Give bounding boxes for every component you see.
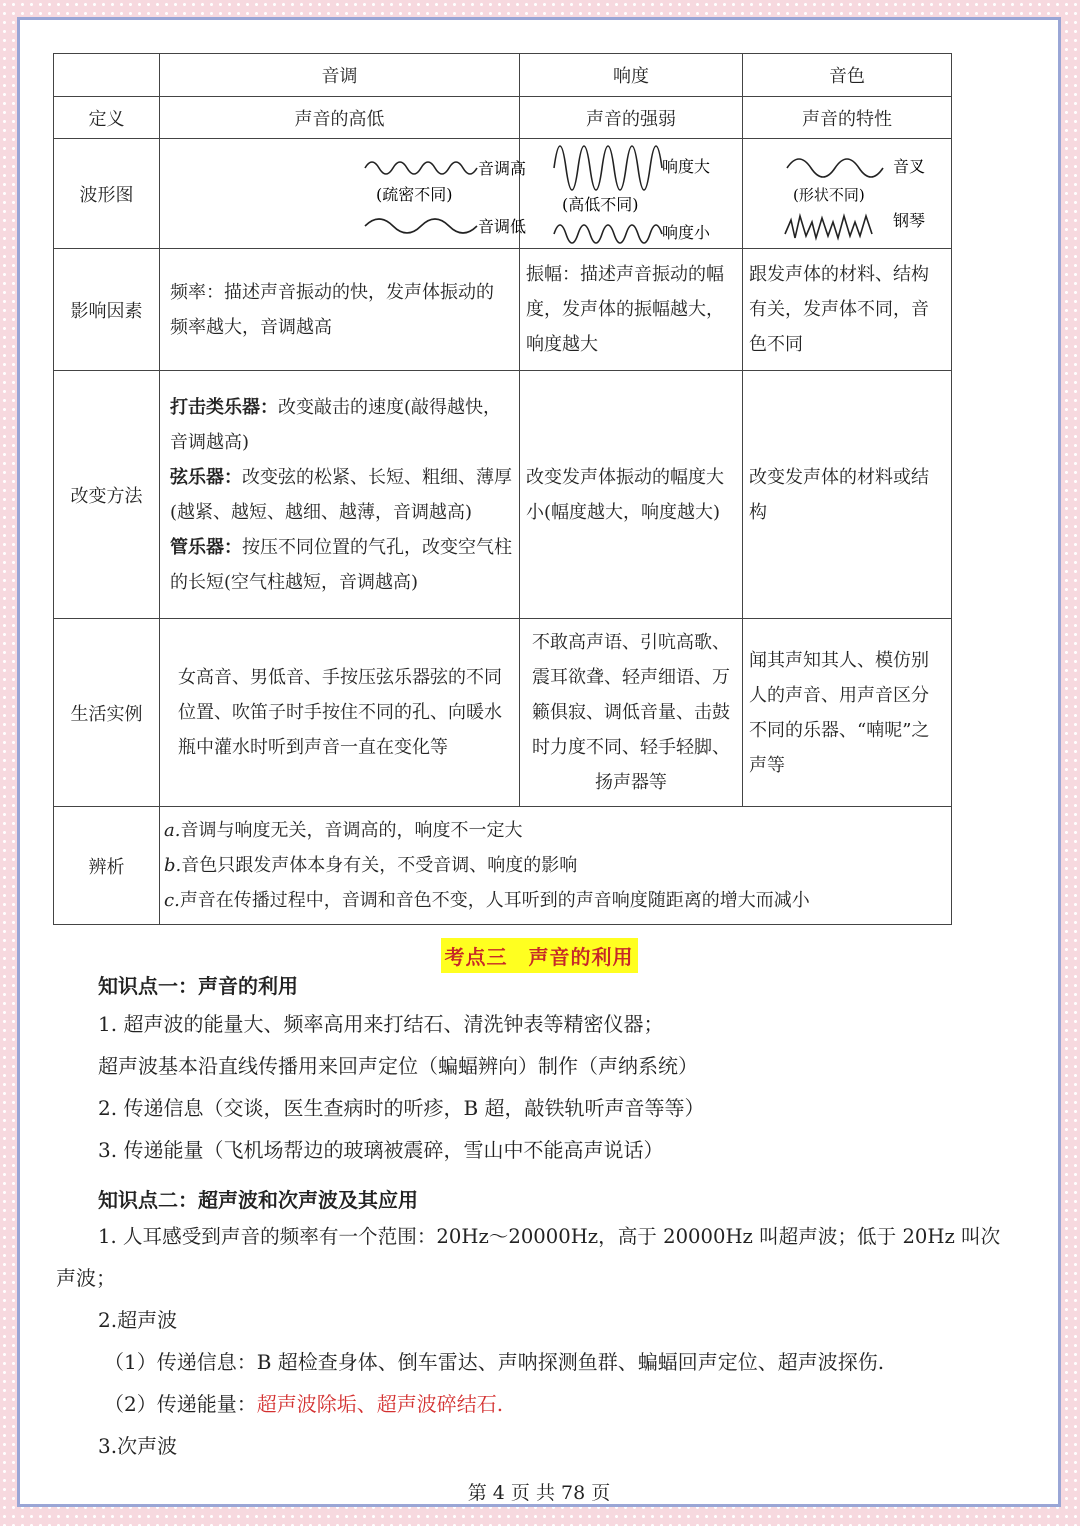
- kp1-line-1: 1. 超声波的能量大、频率高用来打结石、清洗钟表等精密仪器；: [98, 1012, 664, 1036]
- waveform-pitch: [160, 139, 527, 249]
- row-label-examples: 生活实例: [54, 619, 160, 807]
- analysis-item-a: a.音调与响度无关，音调高的，响度不一定大: [164, 820, 523, 841]
- kp2-title: 知识点二：超声波和次声波及其应用: [98, 1188, 418, 1212]
- row-label-waveform: 波形图: [54, 139, 160, 249]
- waveform-loudness: [520, 139, 743, 249]
- definition-timbre: 声音的特性: [743, 97, 952, 139]
- kp1-line-2: 超声波基本沿直线传播用来回声定位（蝙蝠辨向）制作（声纳系统）: [98, 1054, 698, 1078]
- kp2-line-1b: 声波；: [56, 1266, 116, 1290]
- kp1-title: 知识点一：声音的利用: [98, 974, 298, 998]
- timbre-piano-label: 钢琴: [893, 210, 926, 230]
- analysis-item-b: b.音色只跟发声体本身有关，不受音调、响度的影响: [164, 855, 578, 876]
- row-label-factors: 影响因素: [54, 249, 160, 371]
- loudness-high-label: 响度大: [662, 156, 711, 176]
- examples-pitch: 女高音、男低音、手按压弦乐器弦的不同位置、吹笛子时手按住不同的孔、向暖水瓶中灌水时听到声音一直在变化等: [160, 619, 520, 807]
- factors-timbre: 跟发声体的材料、结构有关，发声体不同，音色不同: [743, 249, 952, 371]
- waveform-timbre: [743, 139, 952, 249]
- row-label-methods: 改变方法: [54, 371, 160, 619]
- pitch-waveform-diagram: [160, 140, 527, 248]
- loudness-low-label: 响度小: [662, 222, 711, 242]
- factors-loudness: 振幅：描述声音振动的幅度，发声体的振幅越大， 响度越大: [520, 249, 743, 371]
- kp2-line-1a: 1. 人耳感受到声音的频率有一个范围：20Hz～20000Hz，高于 20000Hz 叫超声波；低于 20Hz 叫次: [98, 1225, 1001, 1248]
- methods-pitch: [160, 371, 520, 619]
- sound-characteristics-table: [53, 53, 952, 925]
- kp1-line-3: 2. 传递信息（交谈，医生查病时的听疹，B 超，敲铁轨听声音等等）: [98, 1096, 705, 1120]
- examples-timbre: 闻其声知其人、模仿别人的声音、用声音区分不同的乐器、“喃呢”之声等: [743, 619, 952, 807]
- loudness-waveform-diagram: [520, 140, 742, 248]
- definition-loudness: 声音的强弱: [520, 97, 743, 139]
- timbre-fork-label: 音叉: [893, 156, 926, 176]
- document-page: [17, 17, 1061, 1507]
- analysis-item-c: c.声音在传播过程中，音调和音色不变，人耳听到的声音响度随距离的增大而减小: [164, 890, 810, 911]
- table-row-methods: [54, 371, 952, 619]
- table-row-factors: [54, 249, 952, 371]
- method-wind: 管乐器：按压不同位置的气孔，改变空气柱的长短(空气柱越短，音调越高): [170, 536, 512, 593]
- timbre-waveform-diagram: [743, 140, 951, 248]
- table-row-analysis: [54, 807, 952, 925]
- kp1-line-4: 3. 传递能量（飞机场帮边的玻璃被震碎，雪山中不能高声说话）: [98, 1138, 664, 1162]
- header-empty: [54, 54, 160, 97]
- kp2-line-4-red: 超声波除垢、超声波碎结石.: [256, 1392, 504, 1416]
- pitch-high-label: 音调高: [478, 158, 527, 178]
- row-label-analysis: 辨析: [54, 807, 160, 925]
- kp2-line-3: （1）传递信息：B 超检查身体、倒车雷达、声呐探测鱼群、蝙蝠回声定位、超声波探伤.: [104, 1350, 885, 1374]
- examples-loudness: 不敢高声语、引吭高歌、震耳欲聋、轻声细语、万籁俱寂、调低音量、击鼓时力度不同、轻手轻脚、扬声器等: [520, 619, 743, 807]
- section-title: 考点三 声音的利用: [441, 938, 638, 973]
- kp2-line-2: 2.超声波: [98, 1308, 178, 1332]
- table-row-examples: [54, 619, 952, 807]
- row-label-definition: 定义: [54, 97, 160, 139]
- loudness-mid-label: (高低不同): [562, 194, 639, 214]
- factors-pitch: 频率：描述声音振动的快，发声体振动的频率越大，音调越高: [160, 249, 520, 371]
- kp2-line-4: （2）传递能量：超声波除垢、超声波碎结石.: [104, 1392, 504, 1416]
- kp2-line-5: 3.次声波: [98, 1434, 178, 1458]
- timbre-mid-label: (形状不同): [793, 185, 865, 204]
- page-footer: 第 4 页 共 78 页: [467, 1482, 611, 1504]
- analysis-content: [160, 807, 952, 925]
- header-pitch: 音调: [160, 54, 520, 97]
- header-loudness: 响度: [520, 54, 743, 97]
- pitch-mid-label: (疏密不同): [376, 184, 453, 204]
- method-strings: 弦乐器：改变弦的松紧、长短、粗细、薄厚(越紧、越短、越细、越薄，音调越高): [170, 466, 512, 523]
- table-header-row: [54, 54, 952, 97]
- methods-loudness: 改变发声体振动的幅度大小(幅度越大，响度越大): [520, 371, 743, 619]
- definition-pitch: 声音的高低: [160, 97, 520, 139]
- methods-timbre: 改变发声体的材料或结构: [743, 371, 952, 619]
- section-title-wrapper: [20, 938, 1058, 973]
- header-timbre: 音色: [743, 54, 952, 97]
- method-percussion: 打击类乐器：改变敲击的速度(敲得越快，音调越高): [170, 396, 502, 453]
- table-row-definition: [54, 97, 952, 139]
- table-row-waveform: [54, 139, 952, 249]
- pitch-low-label: 音调低: [478, 216, 527, 236]
